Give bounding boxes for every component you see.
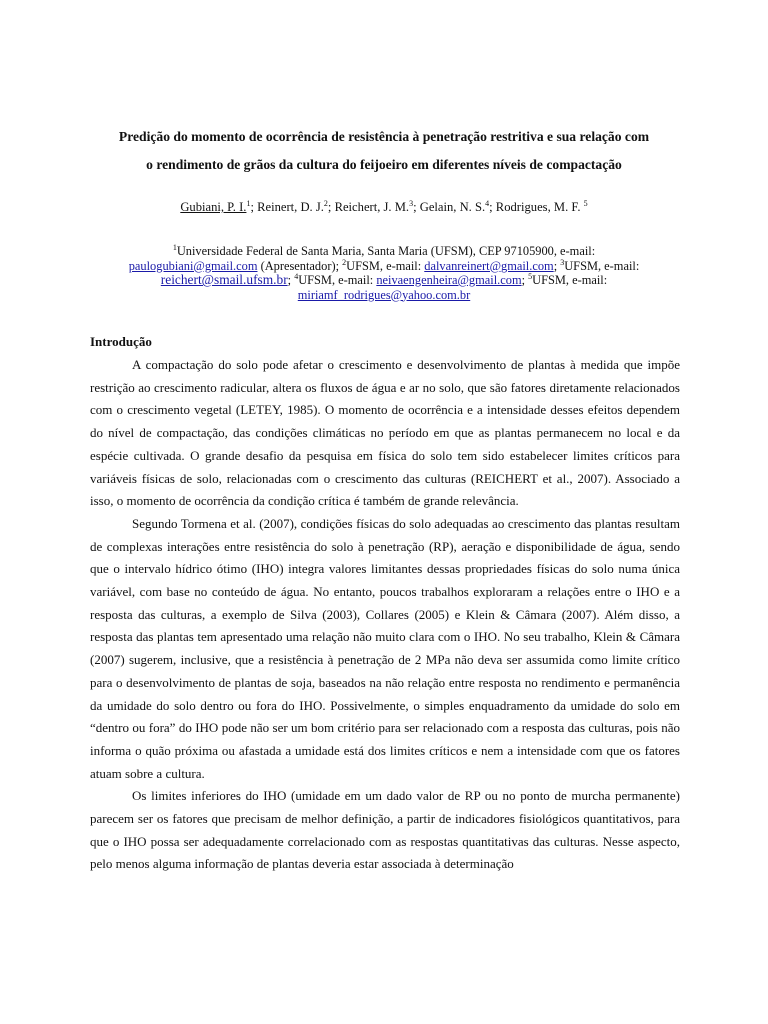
affiliation-text: UFSM, e-mail: [298,273,377,287]
affiliation-text: Universidade Federal de Santa Maria, Santa Maria (UFSM), CEP 97105900, e-mail: [176,244,596,258]
email-link-2[interactable]: dalvanreinert@gmail.com [424,258,554,273]
email-link-1[interactable]: paulogubiani@gmail.com [128,258,258,273]
affiliation-mark: 1 [172,242,177,252]
affiliation-mark: 3 [560,257,565,267]
affiliation-line-3 [84,273,684,288]
affiliation-mark: 2 [342,257,347,267]
affiliation-line-1 [84,244,684,259]
email-link-5[interactable]: miriamf_rodrigues@yahoo.com.br [297,287,471,302]
author-separator: ; [413,200,420,214]
author-separator: ; [250,200,258,214]
author-separator: ; [489,200,496,214]
affiliation-text: (Apresentador); [257,258,343,273]
body-paragraph: Segundo Tormena et al. (2007), condições físicas do solo adequadas ao crescimento das plantas resultam de complexas interações entre resistência do solo à penetração (RP), aeração e disponibilidade de água, sendo que o intervalo hídrico ótimo (IHO) integra valores limitantes dessas propriedades físicas do solo numa única variável, com base no conteúdo de água. No entanto, poucos trabalhos exploraram a relações entre o IHO e a resposta das culturas, a exemplo de Silva (2003), Collares (2005) e Klein & Câmara (2007). Além disso, a resposta das plantas tem apresentado uma relação não muito clara com o IHO. No seu trabalho, Klein & Câmara (2007) sugerem, inclusive, que a resistência à penetração de 2 MPa não deva ser assumida como limite crítico para o desenvolvimento de plantas de soja, baseados na não relação entre resposta no rendimento e permanência da umidade do solo dentro ou fora do IHO. Possivelmente, o simples enquadramento da umidade do solo em “dentro ou fora” do IHO pode não ser um bom critério para ser relacionado com a resposta das culturas, pois não informa o quão próxima ou afastada a umidade está dos limites críticos e nem a intensidade com que os fatores atuam sobre a cultura. [90,515,680,781]
author-affiliation-mark: 4 [485,198,490,208]
paper-title [70,123,698,179]
affiliation-mark: 4 [294,271,299,281]
affiliation-text: ; [553,258,561,273]
body-text [90,354,680,876]
author-affiliation-mark: 1 [246,198,251,208]
body-paragraph: Os limites inferiores do IHO (umidade em um dado valor de RP ou no ponto de murcha permanente) parecem ser os fatores que precisam de melhor definição, a partir de indicadores fisiológicos quantitativos, para que o IHO possa ser adequadamente correlacionado com as respostas quantitativas das culturas. Nesse aspecto, pelo menos alguma informação de plantas deveria estar associada à determinação [90,788,680,872]
author-affiliation-mark: 2 [323,198,328,208]
affiliation-text: ; [287,273,295,287]
paper-title-line-2: o rendimento de grãos da cultura do feijoeiro em diferentes níveis de compactação [146,157,622,172]
author-name: Reinert, D. J. [257,200,324,214]
email-link-3[interactable]: reichert@smail.ufsm.br [160,272,288,287]
body-paragraph: A compactação do solo pode afetar o crescimento e desenvolvimento de plantas à medida que impõe restrição ao crescimento radicular, altera os fluxos de água e ar no solo, que são fatores diretamente relacionados com o crescimento vegetal (LETEY, 1985). O momento de ocorrência e a intensidade desses efeitos dependem do nível de compactação, das condições climáticas no período em que as plantas permanecem no local e da espécie cultivada. O grande desafio da pesquisa em física do solo tem sido estabelecer limites críticos para variáveis físicas de solo, relacionadas com o crescimento das culturas (REICHERT et al., 2007). Associado a isso, o momento de ocorrência da condição crítica é também de grande relevância. [90,357,680,509]
author-list [0,197,768,217]
affiliation-mark: 5 [528,271,533,281]
paper-title-line-1: Predição do momento de ocorrência de resistência à penetração restritiva e sua relação com [118,129,650,144]
email-link-4[interactable]: neivaengenheira@gmail.com [376,273,522,287]
author-separator: ; [327,200,335,214]
author-name: Gubiani, P. I. [180,200,247,214]
affiliation-line-2 [84,259,684,274]
author-name: Reichert, J. M. [334,200,410,214]
affiliation-block [84,244,684,302]
author-affiliation-mark: 5 [583,198,588,208]
affiliation-text: UFSM, e-mail: [532,273,608,287]
affiliation-text: UFSM, e-mail: [346,258,425,273]
author-affiliation-mark: 3 [409,198,414,208]
section-heading: Introdução [90,334,152,349]
author-name: Rodrigues, M. F. [495,200,581,214]
author-name: Gelain, N. S. [419,200,486,214]
affiliation-text: UFSM, e-mail: [564,258,640,273]
affiliation-text: ; [521,273,529,287]
affiliation-line-4 [84,288,684,303]
